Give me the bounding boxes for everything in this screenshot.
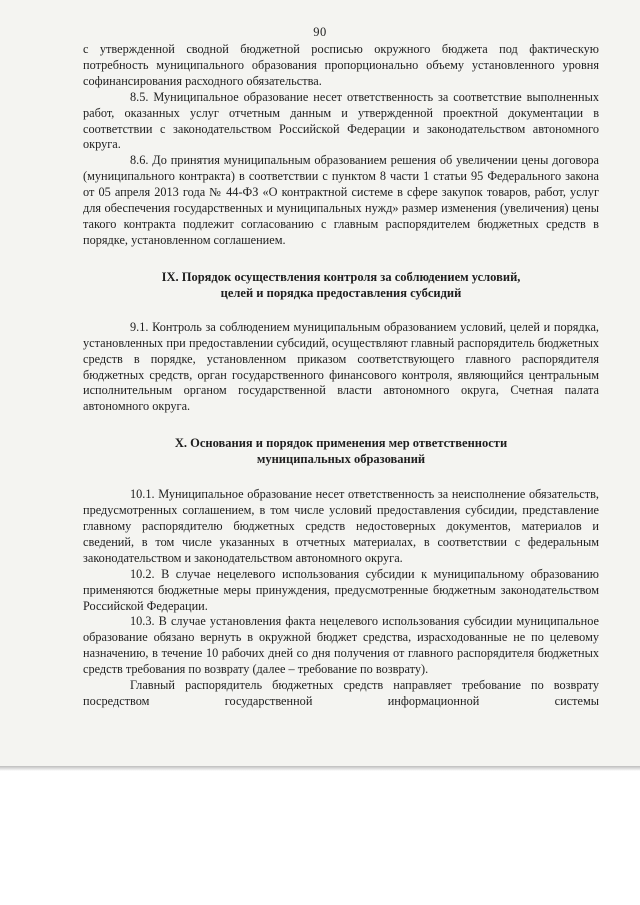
paragraph-10-1: 10.1. Муниципальное образование несет ответственность за неисполнение обязательств, предусмотренных соглашением, в том числе условий предоставления субсидии, представление главному распорядителю бюджетных средств недостоверных документов, материалов и сведений, в том числе указанных в отчетных материалах, в соответствии с федеральным законодательством и законодательством автономного округа.	[83, 487, 599, 565]
paragraph-10-3: 10.3. В случае установления факта нецелевого использования субсидии муниципальное образование обязано вернуть в окружной бюджет средства, израсходованные не по целевому назначению, в течение 10 рабочих дней со дня получения от главного распорядителя бюджетных средств требования по возврату (далее – требование по возврату).	[83, 614, 599, 677]
paragraph-continuation: с утвержденной сводной бюджетной росписью окружного бюджета под фактическую потребность муниципального образования пропорционально объему установленного уровня софинансирования расходного обязательства.	[83, 42, 599, 88]
paragraph-8-5: 8.5. Муниципальное образование несет ответственность за соответствие выполненных работ, оказанных услуг отчетным данным и утвержденной проектной документации в соответствии с законодательством Российской Федерации и законодательством автономного округа.	[83, 89, 599, 152]
paragraph-8-6: 8.6. До принятия муниципальным образованием решения об увеличении цены договора (муниципального контракта) в соответствии с пунктом 8 части 1 статьи 95 Федерального закона от 05 апреля 2013 года № 44-ФЗ «О контрактной системе в сфере закупок товаров, работ, услуг для обеспечения государственных и муниципальных нужд» размер изменения (увеличения) цены такого контракта подлежит согласованию с главным распорядителем бюджетных средств в порядке, установленном соглашением.	[83, 153, 599, 247]
paragraph-10-2: 10.2. В случае нецелевого использования субсидии к муниципальному образованию применяются бюджетные меры принуждения, предусмотренные бюджетным законодательством Российской Федерации.	[83, 566, 599, 613]
section-10-heading-line2: муниципальных образований	[256, 452, 426, 467]
page-edge-shadow	[0, 766, 640, 771]
section-10-heading-line1: X. Основания и порядок применения мер ответственности	[174, 436, 508, 451]
paragraph-final: Главный распорядитель бюджетных средств направляет требование по возврату посредством государственной информационной системы	[83, 678, 599, 708]
page-number: 90	[313, 25, 327, 39]
document-body	[83, 42, 599, 710]
section-9-heading-line1: IX. Порядок осуществления контроля за соблюдением условий,	[161, 269, 521, 284]
paragraph-9-1: 9.1. Контроль за соблюдением муниципальным образованием условий, целей и порядка, установленных при предоставлении субсидий, осуществляют главный распорядитель бюджетных средств в порядке, установленном приказом соответствующего главного распорядителя бюджетных средств, орган государственного финансового контроля, являющийся центральным исполнительным органом государственной власти автономного округа, Счетная палата автономного округа.	[83, 319, 599, 414]
section-10-heading	[83, 435, 599, 467]
section-9-heading-line2: целей и порядка предоставления субсидий	[220, 285, 462, 300]
section-9-heading	[83, 269, 599, 301]
